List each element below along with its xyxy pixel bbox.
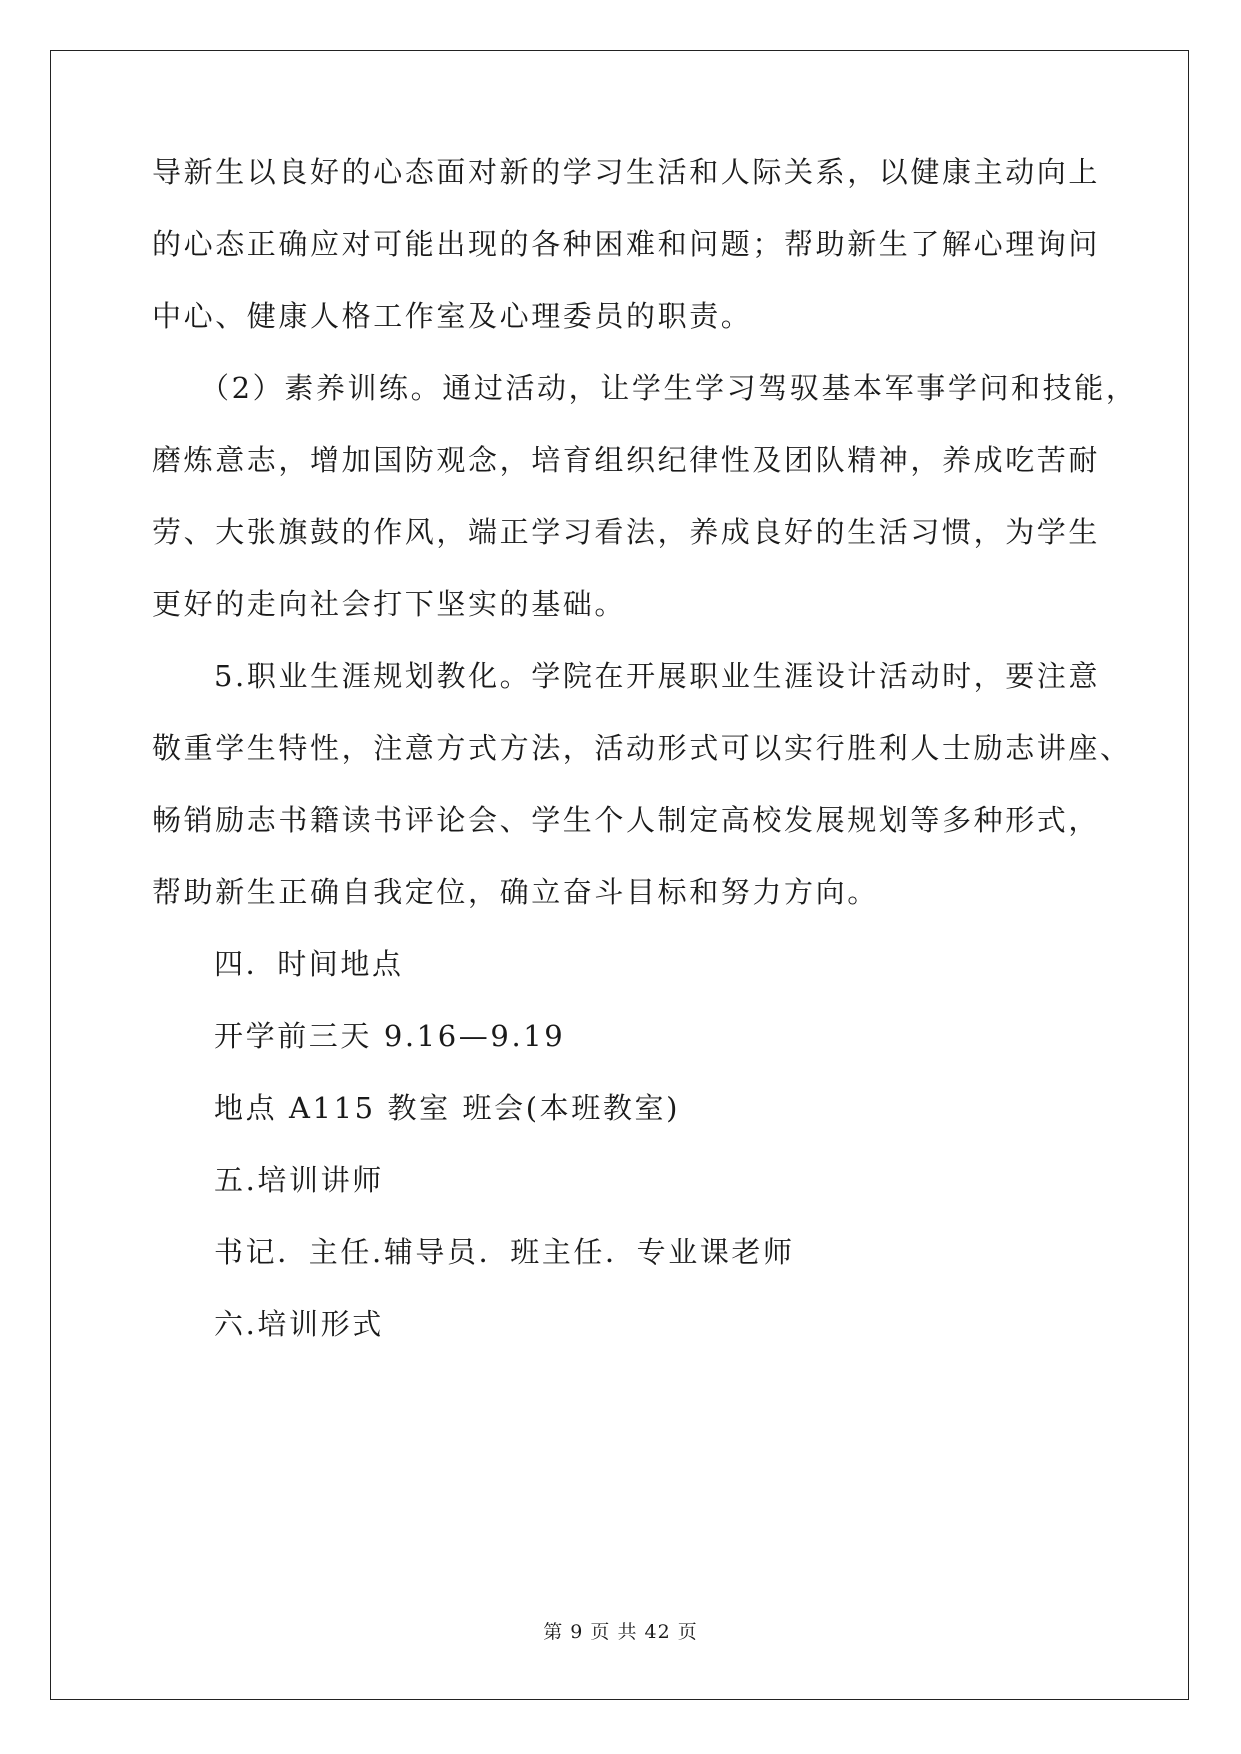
- body-text-line-6: 劳、大张旗鼓的作风，端正学习看法，养成良好的生活习惯，为学生: [152, 515, 1101, 549]
- page-number-footer: 第 9 页 共 42 页: [543, 1621, 698, 1643]
- body-text-line-16: 书记．主任.辅导员．班主任．专业课老师: [214, 1235, 795, 1269]
- body-text-line-8: 5.职业生涯规划教化。学院在开展职业生涯设计活动时，要注意: [214, 659, 1101, 693]
- body-text-line-14: 地点 A115 教室 班会(本班教室): [214, 1091, 680, 1125]
- body-text-line-11: 帮助新生正确自我定位，确立奋斗目标和努力方向。: [152, 875, 879, 909]
- section-heading-training-form: 六.培训形式: [214, 1307, 384, 1341]
- body-text-line-4: （2）素养训练。通过活动，让学生学习驾驭基本军事学问和技能，: [200, 371, 1138, 405]
- body-text-line-10: 畅销励志书籍读书评论会、学生个人制定高校发展规划等多种形式，: [152, 803, 1101, 837]
- body-text-line-5: 磨炼意志，增加国防观念，培育组织纪律性及团队精神，养成吃苦耐: [152, 443, 1101, 477]
- section-heading-time-place: 四．时间地点: [214, 947, 404, 981]
- body-text-line-13: 开学前三天 9.16—9.19: [214, 1019, 566, 1053]
- section-heading-trainers: 五.培训讲师: [214, 1163, 384, 1197]
- body-text-line-9: 敬重学生特性，注意方式方法，活动形式可以实行胜利人士励志讲座、: [152, 731, 1132, 765]
- body-text-line-1: 导新生以良好的心态面对新的学习生活和人际关系，以健康主动向上: [152, 155, 1101, 189]
- body-text-line-7: 更好的走向社会打下坚实的基础。: [152, 587, 627, 621]
- body-text-line-3: 中心、健康人格工作室及心理委员的职责。: [152, 299, 753, 333]
- body-text-line-2: 的心态正确应对可能出现的各种困难和问题；帮助新生了解心理询问: [152, 227, 1101, 261]
